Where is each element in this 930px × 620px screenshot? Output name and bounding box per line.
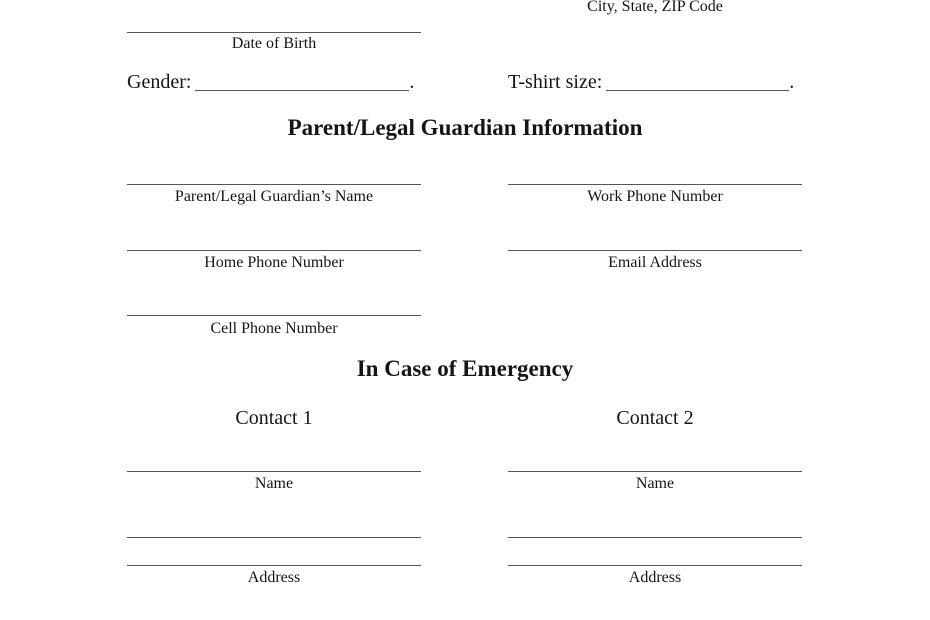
email-label: Email Address [608,254,702,271]
contact-2-name-label: Name [635,475,675,492]
date-of-birth-label: Date of Birth [231,35,317,52]
home-phone-blank-line[interactable] [127,250,421,251]
tshirt-suffix-period: . [789,71,795,93]
email-blank-line[interactable] [508,250,802,251]
contact-1-address-label: Address [247,569,301,586]
gender-suffix-period: . [409,71,415,93]
work-phone-blank-line[interactable] [508,184,802,185]
work-phone-label: Work Phone Number [587,188,723,205]
cell-phone-blank-line[interactable] [127,315,421,316]
contact-1-name-blank-line[interactable] [127,471,421,472]
gender-label: Gender: [127,71,192,93]
contact-2-address-label: Address [628,569,682,586]
gender-blank-line[interactable] [195,73,409,91]
gender-row [127,72,414,92]
contact-1-address-blank-line-2[interactable] [127,565,421,566]
contact-1-address-blank-line-1[interactable] [127,537,421,538]
contact-1-title: Contact 1 [235,407,313,429]
contact-1-name-label: Name [254,475,294,492]
tshirt-size-label: T-shirt size: [508,71,603,93]
emergency-section-heading: In Case of Emergency [356,356,574,381]
contact-2-address-blank-line-1[interactable] [508,537,802,538]
contact-2-name-blank-line[interactable] [508,471,802,472]
guardian-section-heading: Parent/Legal Guardian Information [287,115,643,140]
contact-2-title: Contact 2 [616,407,694,429]
home-phone-label: Home Phone Number [204,254,344,271]
guardian-name-blank-line[interactable] [127,184,421,185]
tshirt-size-blank-line[interactable] [606,73,789,91]
cell-phone-label: Cell Phone Number [210,320,338,337]
contact-2-address-blank-line-2[interactable] [508,565,802,566]
city-state-zip-label: City, State, ZIP Code [587,0,723,15]
date-of-birth-blank-line[interactable] [127,32,421,33]
tshirt-size-row [508,72,794,92]
guardian-name-label: Parent/Legal Guardian’s Name [174,188,374,205]
